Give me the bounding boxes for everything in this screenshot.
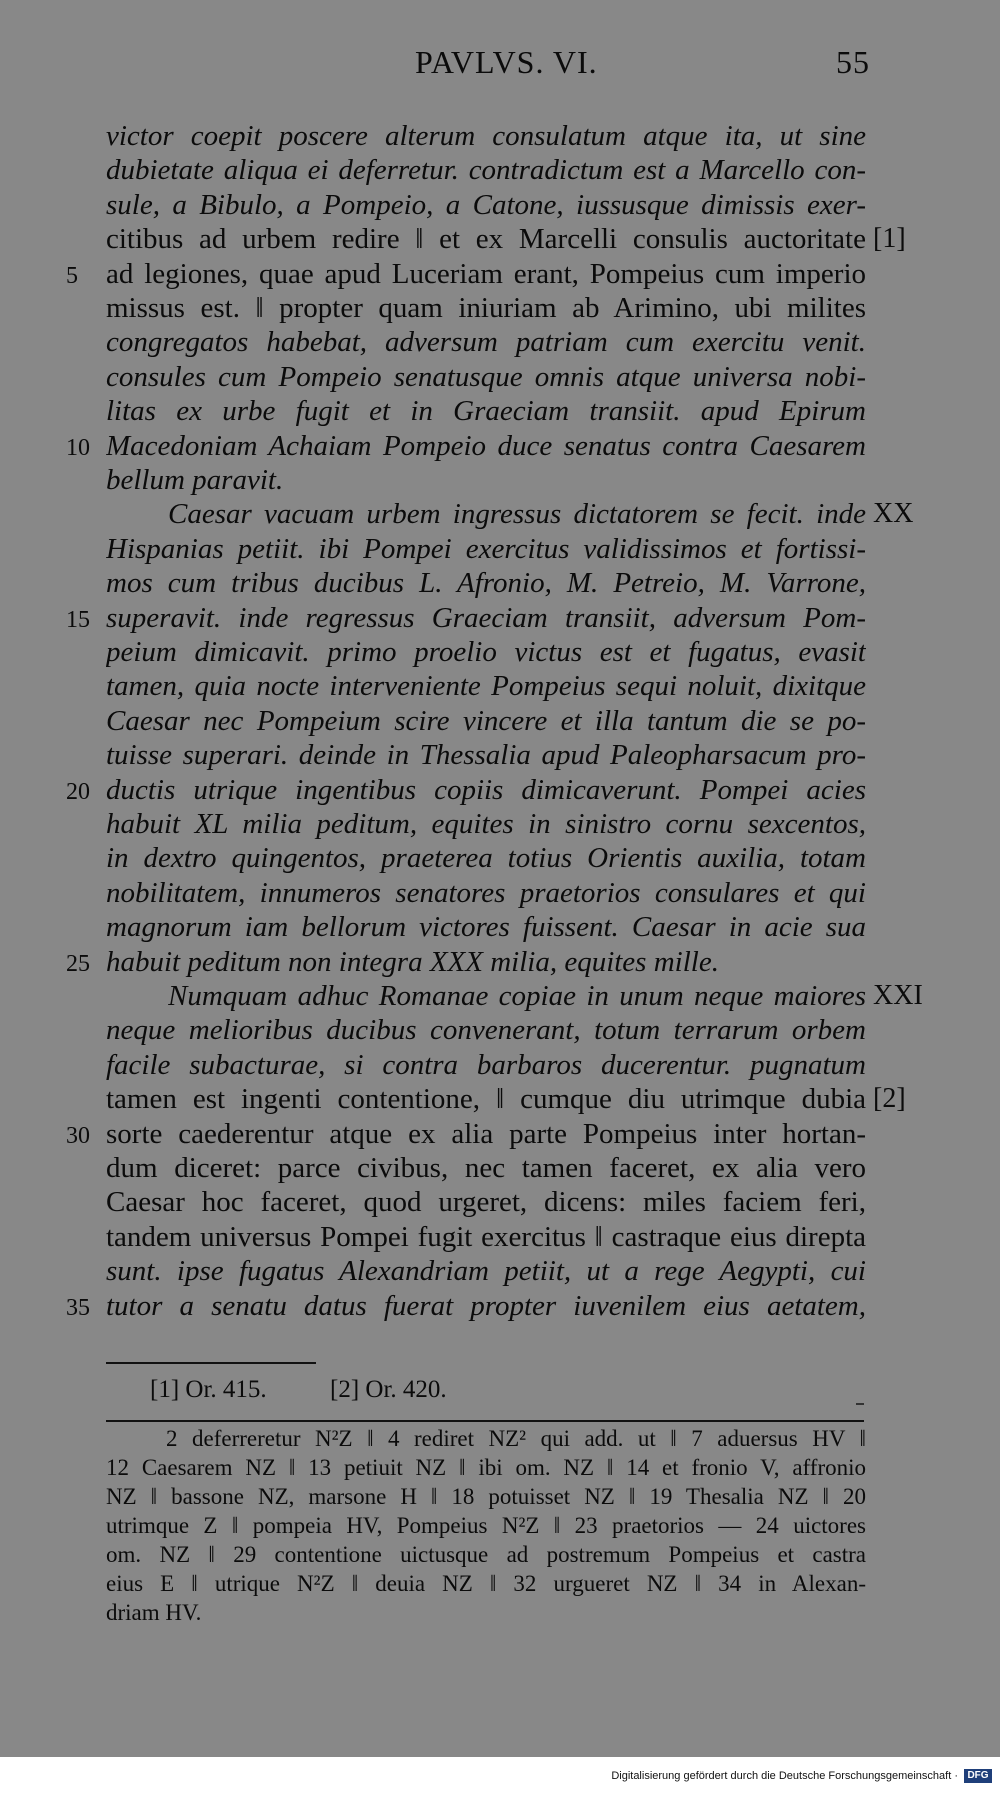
footnote-rule [106,1362,316,1364]
line-text: habuit peditum non integra XXX milia, equites mille. [106,945,719,978]
apparatus-line: utrimque Z ‖ pompeia HV, Pompeius N²Z ‖ 23 praetorios — 24 uictores [106,1513,866,1538]
apparatus-line: 2 deferreretur N²Z ‖ 4 rediret NZ² qui add. ut ‖ 7 aduersus HV ‖ [166,1426,866,1451]
line-text: neque melioribus ducibus convenerant, totum terrarum orbem [106,1014,866,1047]
apparatus-line: om. NZ ‖ 29 contentione uictusque ad postremum Pompeius et castra [106,1542,866,1567]
text-line [0,565,1000,601]
line-text: tutor a senatu datus fuerat propter iuvenilem eius aetatem, [106,1289,866,1322]
line-number: 5 [66,262,78,289]
line-text: congregatos habebat, adversum patriam cum exercitu venit. [106,326,866,359]
line-text: tamen est ingenti contentione, ‖ cumque diu utrimque dubia [106,1083,866,1116]
margin-marker: XX [873,498,914,530]
funding-notice: Digitalisierung gefördert durch die Deutsche Forschungsgemeinschaft · [611,1770,958,1782]
text-line [0,496,1000,532]
text-line [0,531,1000,567]
apparatus-line: 12 Caesarem NZ ‖ 13 petiuit NZ ‖ ibi om. NZ ‖ 14 et fronio V, affronio [106,1455,866,1480]
text-line [0,462,1000,498]
text-line [0,978,1000,1014]
line-text: superavit. inde regressus Graeciam transiit, adversum Pom- [106,601,866,634]
line-number: 10 [66,434,90,461]
line-text: nobilitatem, innumeros senatores praetorios consulares et qui [106,876,866,909]
text-line [0,118,1000,154]
line-text: Numquam adhuc Romanae copiae in unum neque maiores [168,980,866,1012]
marginal-note-reference: [1] Or. 415. [150,1376,267,1403]
apparatus-line: driam HV. [106,1600,202,1625]
text-line [0,1047,1000,1083]
apparatus-line: NZ ‖ bassone NZ, marsone H ‖ 18 potuisset NZ ‖ 19 Thesalia NZ ‖ 20 [106,1484,866,1509]
dfg-logo: DFG [964,1769,992,1783]
divider [856,1403,864,1405]
line-text: sule, a Bibulo, a Pompeio, a Catone, iussusque dimissis exer- [106,188,866,221]
line-text: ductis utrique ingentibus copiis dimicaverunt. Pompei acies [106,773,866,806]
line-text: tandem universus Pompei fugit exercitus ‖ castraque eius direpta [106,1220,866,1253]
marginal-note-reference: [2] Or. 420. [330,1376,447,1403]
line-text: Caesar hoc faceret, quod urgeret, dicens: miles faciem feri, [106,1186,866,1219]
line-text: Caesar nec Pompeium scire vincere et illa tantum die se po- [106,704,866,737]
text-line [0,737,1000,773]
text-line [0,152,1000,188]
line-text: bellum paravit. [106,464,284,496]
line-number: 15 [66,606,90,633]
line-text: citibus ad urbem redire ‖ et ex Marcelli consulis auctoritate [106,223,866,256]
text-line [0,428,1000,464]
line-text: ad legiones, quae apud Luceriam erant, Pompeius cum imperio [106,257,866,290]
text-line [0,875,1000,911]
text-line [0,1150,1000,1186]
apparatus-rule [106,1420,864,1422]
line-text: mos cum tribus ducibus L. Afronio, M. Petreio, M. Varrone, [106,567,866,600]
line-text: facile subacturae, si contra barbaros ducerentur. pugnatum [106,1048,866,1081]
text-line [0,359,1000,395]
line-number: 25 [66,950,90,977]
line-text: magnorum iam bellorum victores fuissent. Caesar in acie sua [106,911,866,944]
margin-marker: XXI [873,980,923,1011]
running-title: PAVLVS. VI. [415,44,598,80]
text-line [0,703,1000,739]
text-line [0,668,1000,704]
line-text: Macedoniam Achaiam Pompeio duce senatus contra Caesarem [106,429,866,462]
line-number: 20 [66,778,90,805]
text-line [0,1219,1000,1255]
text-line [0,1253,1000,1289]
line-text: tamen, quia nocte interveniente Pompeius sequi noluit, dixitque [106,670,866,703]
text-line [0,1012,1000,1048]
line-text: Hispanias petiit. ibi Pompei exercitus validissimos et fortissi- [106,532,866,565]
line-text: victor coepit poscere alterum consulatum atque ita, ut sine [106,120,866,152]
text-line [0,634,1000,670]
digitization-footer [0,1757,1000,1796]
line-number: 35 [66,1294,90,1321]
line-text: sunt. ipse fugatus Alexandriam petiit, ut a rege Aegypti, cui [106,1255,866,1288]
text-line [0,221,1000,257]
text-line [0,944,1000,980]
text-line [0,806,1000,842]
line-number: 30 [66,1122,90,1149]
margin-marker: [1] [873,223,906,255]
text-line [0,1116,1000,1152]
text-line [0,1184,1000,1220]
line-text: missus est. ‖ propter quam iniuriam ab Arimino, ubi milites [106,292,866,324]
line-text: in dextro quingentos, praeterea totius Orientis auxilia, totam [106,842,866,875]
line-text: consules cum Pompeio senatusque omnis atque universa nobi- [106,360,866,393]
line-text: sorte caederentur atque ex alia parte Pompeius inter hortan- [106,1117,866,1150]
margin-marker: [2] [873,1083,906,1115]
line-text: peium dimicavit. primo proelio victus est et fugatus, evasit [106,636,866,668]
text-line [0,772,1000,808]
text-line [0,1081,1000,1117]
line-text: dum diceret: parce civibus, nec tamen faceret, ex alia vero [106,1152,866,1184]
text-line [0,187,1000,223]
line-text: tuisse superari. deinde in Thessalia apud Paleopharsacum pro- [106,739,866,772]
line-text: dubietate aliqua ei deferretur. contradictum est a Marcello con- [106,154,866,187]
text-line [0,840,1000,876]
text-line [0,600,1000,636]
text-line [0,324,1000,360]
line-text: habuit XL milia peditum, equites in sinistro cornu sexcentos, [106,808,866,840]
page-number: 55 [836,44,870,80]
line-text: litas ex urbe fugit et in Graeciam transiit. apud Epirum [106,395,866,428]
apparatus-line: eius E ‖ utrique N²Z ‖ deuia NZ ‖ 32 urgueret NZ ‖ 34 in Alexan- [106,1571,866,1596]
text-line [0,1288,1000,1324]
text-line [0,909,1000,945]
text-line [0,256,1000,292]
text-line [0,290,1000,326]
text-line [0,393,1000,429]
line-text: Caesar vacuam urbem ingressus dictatorem se fecit. inde [168,498,866,531]
